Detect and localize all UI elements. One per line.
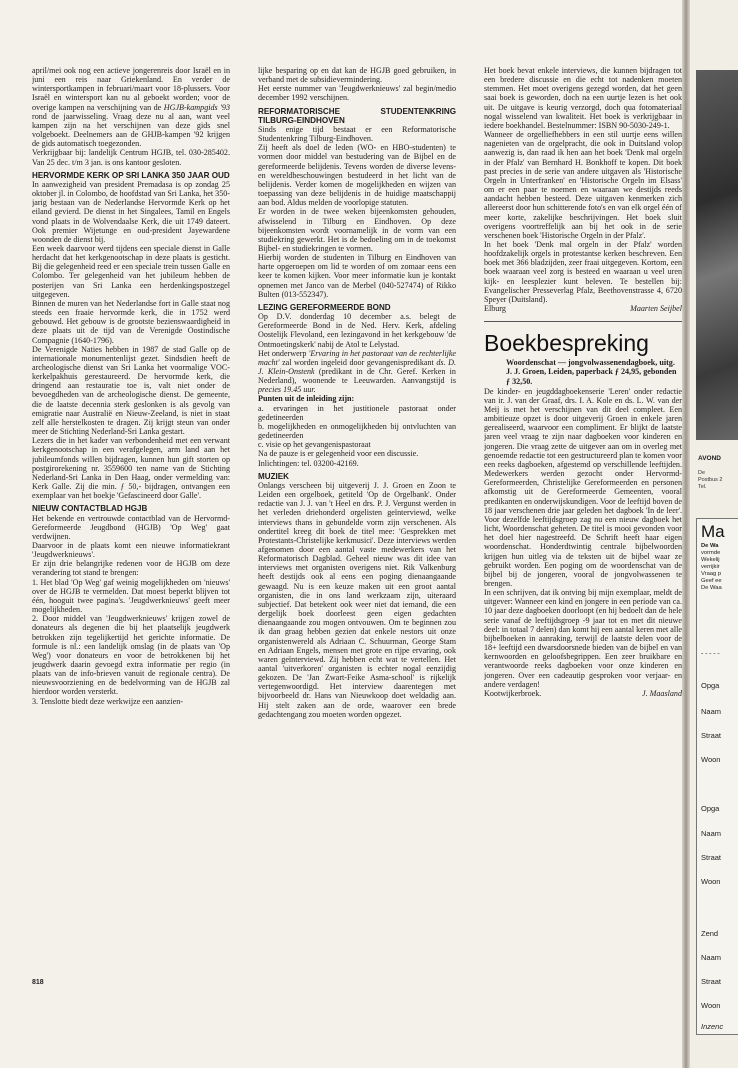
paragraph: Het boek bevat enkele interviews, die kunnen bijdragen tot een bredere discussie en die echt tot nadenken moeten stemmen. Het moet overigens gezegd worden, dat het geen saai boek is geworden, doch na een uurtje lezen is het ook uit. De uitgave is keurig verzorgd, doch qua fotomateriaal nogal wisselend van kwaliteit. Het boek is verkrijgbaar in iedere boekhandel. Bestelnummer: ISBN 90-5030-249-1. bbox=[484, 66, 682, 130]
page-number: 818 bbox=[32, 979, 44, 986]
review-subheading: Woordenschat — jongvolwassenendagboek, uitg. J. J. Groen, Leiden, paperback ƒ 24,95, gebonden ƒ 32,50. bbox=[506, 358, 677, 386]
paragraph: In het boek 'Denk mal orgeln in der Pfalz' worden hoofdzakelijk orgels in protestantse kerken beschreven. Een boek met 366 bladzijden, zeer fraai uitgegeven. Kortom, een boek waaraan veel zorg is besteed en waaraan u veel uren kijk- en leesplezier kunt beleven. Te bestellen bij: Evangelischer Presseverlag Pfalz, Beethovenstrasse 4, 6720 Speyer (Duitsland). bbox=[484, 239, 682, 304]
paragraph: Er zijn drie belangrijke redenen voor de HGJB om deze verandering tot stand te brengen: bbox=[32, 559, 230, 578]
form-field-label: Opga bbox=[701, 681, 720, 690]
paragraph: Op D.V. donderdag 10 december a.s. belegt de Gereformeerde Bond in de Ned. Herv. Kerk, afdeling Oostelijk Flevoland, een lezingavond in het kerkgebouw 'de Ontmoetingskerk' nabij de Atol te Lelystad. bbox=[258, 312, 456, 349]
form-field-label: Naam bbox=[701, 829, 722, 838]
form-field-label: Zend bbox=[701, 929, 719, 938]
form-field-label: Straat bbox=[701, 731, 722, 740]
paragraph: In een schrijven, dat ik ontving bij mijn exemplaar, meldt de uitgever: Wanneer een kind en jongere in een periode van ca. 10 jaar deze dagboeken doorloopt (en hij bedoelt dan de hele serie vanaf de leeftijdsgroep -9 jaar tot en met dit nieuwe deel: in totaal 7 delen) dan komt hij een aantal keren met alle bijbelboeken in aanraking, terwijl de laatste delen voor de 18+ leeftijd een dwarsdoorsnede bieden van de bijbel en van kernwoorden en geloofsbegrippen. Een zeer bruikbare en verantwoorde reeks dagboeken voor onze kinderen en jongeren. Over een cadeautip gesproken voor verjaar- en andere verdagen! bbox=[484, 588, 682, 689]
signature bbox=[484, 689, 682, 698]
paragraph: De Verenigde Naties hebben in 1987 de stad Galle op de internationale monumentenlijst gezet. Sindsdien heeft de archeologische dienst van Sri Lanka het voormalige VOC-kerkelpakhuis gerestaureerd. De hervormde kerk, die dringend aan restauratie toe is, valt niet onder de bevoegdheden van de archeologische dienst. De gemeente, die de laatste decennia sterk geslonken is als gevolg van emigratie naar Australië en Nieuw-Zeeland, is niet in staat zelf alle herstelkosten te dragen. Zij krijgt steun van onder meer de Stichting Nederland-Sri Lanka gestart. bbox=[32, 344, 230, 437]
signature-place: Elburg bbox=[484, 304, 506, 314]
paragraph: lijke besparing op en dat kan de HGJB goed gebruiken, in verband met de subsidievermindering. bbox=[258, 66, 456, 85]
paragraph: Wanneer de orgelliefhebbers in een stil uurtje eens willen nagenieten van de orgelpracht, die ook in Duitsland volop aanwezig is, dan raad ik hen aan het boek 'Denk mal orgeln in der Pfalz' van Bernhard H. Bonkhoff te kopen. Dit boek past precies in de serie van andere uitgaven als 'Historische Orgeln in Unterfranken' en 'Historische Orgeln im Elsass' om er een paar te noemen en waaraan we destijds reeds aandacht hebben besteed. Deze uitgaven kenmerken zich allereerst door hun schitterende foto's en van elk orgel één of meer korte, zakelijke beschrijvingen. Het boek sluit overigens voortreffelijk aan bij het ook in de serie verschenen boek 'Historische Orgeln in der Pfalz'. bbox=[484, 130, 682, 240]
signature-place: Kootwijkerbroek. bbox=[484, 688, 542, 698]
form-field-label: Woon bbox=[701, 1001, 721, 1010]
form-heading: Ma bbox=[701, 522, 725, 541]
paragraph: Punten uit de inleiding zijn: bbox=[258, 394, 355, 404]
divider: - - - - - bbox=[701, 649, 720, 657]
section-heading: NIEUW CONTACTBLAD HGJB bbox=[32, 504, 148, 514]
review-heading: Boekbespreking bbox=[484, 321, 682, 356]
form-field-label: Woon bbox=[701, 755, 721, 764]
photo bbox=[696, 70, 738, 440]
column-right bbox=[484, 66, 682, 971]
form-intro: De Wa vormde Wekelij verrijkir Vraag p Geef ee De Waa bbox=[701, 543, 722, 591]
paragraph: In aanwezigheid van president Premadasa is op zondag 25 oktober jl. in Colombo, de hoofdstad van Sri Lanka, het 350-jarig bestaan van de Nederlandse Hervormde Kerk op het eiland gevierd. De dienst in het Singalees, Tamil en Engels vond plaats in de Wolvendaalse Kerk, die uit 1749 dateert. Ook premier Wijetunge en oud-president Jayewardene woonden de dienst bij. bbox=[32, 179, 230, 244]
paragraph: Hierbij worden de studenten in Tilburg en Eindhoven van harte opgeroepen om lid te worden of om zomaar eens een keer te komen kijken. Voor meer informatie kun je kontakt opnemen met Janco van de Merbel (040-527474) of Rikko Bulten (013-552347). bbox=[258, 253, 456, 299]
section-heading: HERVORMDE KERK OP SRI LANKA 350 JAAR OUD bbox=[32, 170, 230, 180]
form-field-label: Straat bbox=[701, 853, 722, 862]
signature-name: J. Maasland bbox=[641, 688, 682, 698]
ad-title: AVOND bbox=[698, 455, 721, 462]
paragraph: Zij heeft als doel de leden (WO- en HBO-studenten) te vormen door middel van bestudering van de Bijbel en de gereformeerde belijdenis. Tevens worden de diverse levens- en wereldbeschouwingen bestudeerd in het licht van de belijdenis. Verder komen de mogelijkheden en wijzen van toepassing van deze belijdenis in de huidige maatschappij aan bod. Aldus melden de voorlopige statuten. bbox=[258, 143, 456, 208]
paragraph: Verkrijgbaar bij: landelijk Centrum HGJB, tel. 030-285402. Van 25 dec. t/m 3 jan. is ons kantoor gesloten. bbox=[32, 148, 230, 167]
paragraph: Het onderwerp 'Ervaring in het pastoraat van de rechterlijke macht' zal worden ingeleid door gevangenispredikant ds. D. J. Klein-Onstenk (predikant in de Chr. Geref. Kerken in Nederland), woonende te Leeuwarden. Aanvangstijd is precies 19.45 uur. bbox=[258, 348, 456, 395]
paragraph: 2. Door middel van 'Jeugdwerknieuws' krijgen zowel de donateurs als degenen die bij het plaatselijk jeugdwerk betrokken zijn tegelijkertijd het gerichte informatie. De formule is nl.: een landelijk omslag (in de plaats van 'Op Weg') voor donateurs en voor de betrokkenen bij het jeugdwerk daarin gevoegd extra informatie per regio (in plaats van de info-brieven vanuit de regionale centra). De nieuwsvoorziening en de bedelvorming van de HGJB zal hierdoor worden versterkt. bbox=[32, 614, 230, 697]
paragraph: a. ervaringen in het justitionele pastoraat onder gedetineerden bbox=[258, 403, 456, 422]
form-field-label: Naam bbox=[701, 953, 722, 962]
column-middle bbox=[258, 66, 456, 971]
paragraph: Er worden in de twee weken bijeenkomsten gehouden, afwisselend in Tilburg en Eindhoven. Op deze bijeenkomsten wordt voornamelijk in de vorm van een studiekring gewerkt. Het is de bedoeling om in de toekomst Bijbel- en studiekringen te vormen. bbox=[258, 207, 456, 253]
facing-page-fragment bbox=[690, 0, 738, 1068]
paragraph: Daarvoor in de plaats komt een nieuwe informatiekrant 'Jeugdwerknieuws'. bbox=[32, 540, 230, 560]
order-form bbox=[696, 518, 738, 1035]
section-heading: REFORMATORISCHE STUDENTENKRING TILBURG-EINDHOVEN bbox=[258, 106, 456, 125]
book-gutter bbox=[682, 0, 690, 1068]
ad-address: De Postbus 2 Tel. bbox=[698, 470, 723, 490]
paragraph: De kinder- en jeugddagboekenserie 'Leren' onder redactie van ir. J. van der Graaf, drs. I. A. Kole en ds. L. W. van der Meij is met het verschijnen van dit deel compleet. Een ambitieuze opzet is door uitgeverij Groen in enkele jaren gerealiseerd, waarvoor een compliment. Er blijkt de laatste jaren veel vraag te zijn naar dagboeken voor kinderen en jongeren. Die vraag zette de uitgever aan om in overleg met genoemde redactie tot een gestructureerd plan te komen voor een reeks dagboeken, afgestemd op verschillende leeftijden. Medewerkers werden gezocht onder Hervormd-Gereformeerden, Christelijke Gereformeerden en personen afkomstig uit de Gereformeerde Gemeenten, vooral predikanten en onderwijskundigen. Voor de leeftijd boven de 18 jaar verschenen drie jaar geleden het dagboek 'In de leer'. Voor dezelfde leeftijdsgroep zag nu een nieuw dagboek het licht, Woordenschat geheten. De titel is mooi gevonden voor het doel hier nagestreefd. De Schrift heeft haar eigen woordenschat. Honderdtwintig centrale bijbelwoorden krijgen hun uitleg via de teksten uit de bijbel waar ze gebruikt worden. Een poging om de woordenschat van de bijbel bij de jongeren, vooral de jongvolwassenen te brengen. bbox=[484, 386, 682, 588]
signature bbox=[484, 304, 682, 313]
column-left bbox=[32, 66, 230, 971]
paragraph: 1. Het blad 'Op Weg' gaf weinig mogelijkheden om 'nieuws' over de HGJB te vermelden. Dat moest beperkt blijven tot één, hooguit twee pagina's. 'Jeugdwerknieuws' geeft meer mogelijkheden. bbox=[32, 577, 230, 615]
paragraph: b. mogelijkheden en onmogelijkheden bij ontvluchten van gedetineerden bbox=[258, 421, 456, 441]
paragraph: Een week daarvoor werd tijdens een speciale dienst in Galle herdacht dat het kerkgenootschap in deze plaats is gesticht. Bij die gelegenheid reed er een speciale trein tussen Galle en Colombo. Ter gelegenheid van het jubileum hebben de posterijen van Sri Lanka een herdenkingspostzegel uitgegeven. bbox=[32, 243, 230, 299]
form-field-label: Naam bbox=[701, 707, 722, 716]
form-field-label: Inzenc bbox=[701, 1022, 724, 1031]
paragraph: Inlichtingen: tel. 03200-42169. bbox=[258, 458, 359, 468]
paragraph: Na de pauze is er gelegenheid voor een discussie. bbox=[258, 449, 419, 459]
paragraph: april/mei ook nog een actieve jongerenreis door Israël en in juni een reis naar Griekenland. En verder de wintersportkampen in februari/maart voor 18-plussers. Voor Israël en wintersport kan nu al geboekt worden; voor de overige kampen na verschijning van de HGJB-kampgids '93 rond de jaarwisseling. Vraag deze nu al aan, want veel kampen zijn na het verschijnen van deze gids snel volgeboekt. Deelnemers aan de GHJB-kampen '92 krijgen de gids automatisch toegezonden. bbox=[32, 66, 230, 149]
paragraph: Het bekende en vertrouwde contactblad van de Hervormd-Gereformeerde Jeugdbond (HGJB) 'Op Weg' gaat verdwijnen. bbox=[32, 513, 230, 541]
paragraph: Sinds enige tijd bestaat er een Reformatorische Studentenkring Tilburg-Eindhoven. bbox=[258, 124, 456, 144]
paragraph: c. visie op het gevangenispastoraat bbox=[258, 440, 371, 450]
section-heading: MUZIEK bbox=[258, 471, 290, 481]
signature-name: Maarten Seijbel bbox=[630, 304, 682, 314]
paragraph: Onlangs verscheen bij uitgeverij J. J. Groen en Zoon te Leiden een orgelboek, getiteld 'Op de Orgelbank'. Onder redactie van J. J. van 't Heel en drs. P. J. Vergunst werden in het verleden driehonderd orgelisten geïnterviewd, welke interviews thans in gebundelde vorm zijn verschenen. Als ondertitel kreeg dit boek de titel mee: 'Gesprekken met Protestants-Christelijke kerkmusici'. Deze interviews werden afgenomen door een aantal vaste medewerkers van het Reformatorisch Dagblad. Geheel nieuw was dit idee van interviews met organisten overigens niet. Rik Valkenburg heeft destijds ook al eens een poging dienaangaande gewaagd. Nu is een keuze maken uit een groot aantal organisten, die in ons land werkzaam zijn, uiteraard subjectief. Dat betekent ook weer niet dat iemand, die een dergelijk boek doorleest geen eigen gedachten dienaangaande zou mogen ontvouwen. Om te beginnen zou ik dan graag hebben gezien dat enkele nestors uit onze organistenwereld als Adriaan C. Schuurman, George Stam en Adriaan Engels, mensen met grote en rijpe ervaring, ook waren geïnterviewd. Zij hebben echt wat te vertellen. Het aantal 'uitverkoren' organisten is echter nogal eenzijdig gekozen. De 'Jan Zwart-Feike Asma-school' is rijkelijk vertegenwoordigd. Het interview daarentegen met bijvoorbeeld dr. Hans van Nieuwkoop doet weldadig aan. Hij stelt zaken aan de orde, waarover een brede gedachtengang zou moeten worden opgezet. bbox=[258, 480, 456, 719]
form-field-label: Straat bbox=[701, 977, 722, 986]
paragraph: Het eerste nummer van 'Jeugdwerknieuws' zal begin/medio december 1992 verschijnen. bbox=[258, 84, 456, 103]
paragraph: Lezers die in het kader van verbondenheid met een verwant kerkgenootschap in een verafgelegen, arm land aan het jubileumfonds willen bijdragen, kunnen hun gift storten op postgirorekening nr. 3559600 ten name van de Stichting Nederland-Sri Lanka in Den Haag, onder vermelding van: Kerk Galle. Zij die min. ƒ 50,- bijdragen, ontvangen een exemplaar van het boekje 'Gefascineerd door Galle'. bbox=[32, 436, 230, 501]
form-field-label: Opga bbox=[701, 804, 720, 813]
paragraph: 3. Tenslotte biedt deze werkwijze een aanzien- bbox=[32, 696, 183, 706]
paragraph: Binnen de muren van het Nederlandse fort in Galle staat nog steeds een fraaie hervormde kerk, die in 1752 werd gebouwd. Het gebouw is de grootste bezienswaardigheid in deze plaats uit de tijd van de Verenigde Oostindische Compagnie (1640-1796). bbox=[32, 298, 230, 345]
section-heading: LEZING GEREFORMEERDE BOND bbox=[258, 302, 391, 312]
form-field-label: Woon bbox=[701, 877, 721, 886]
